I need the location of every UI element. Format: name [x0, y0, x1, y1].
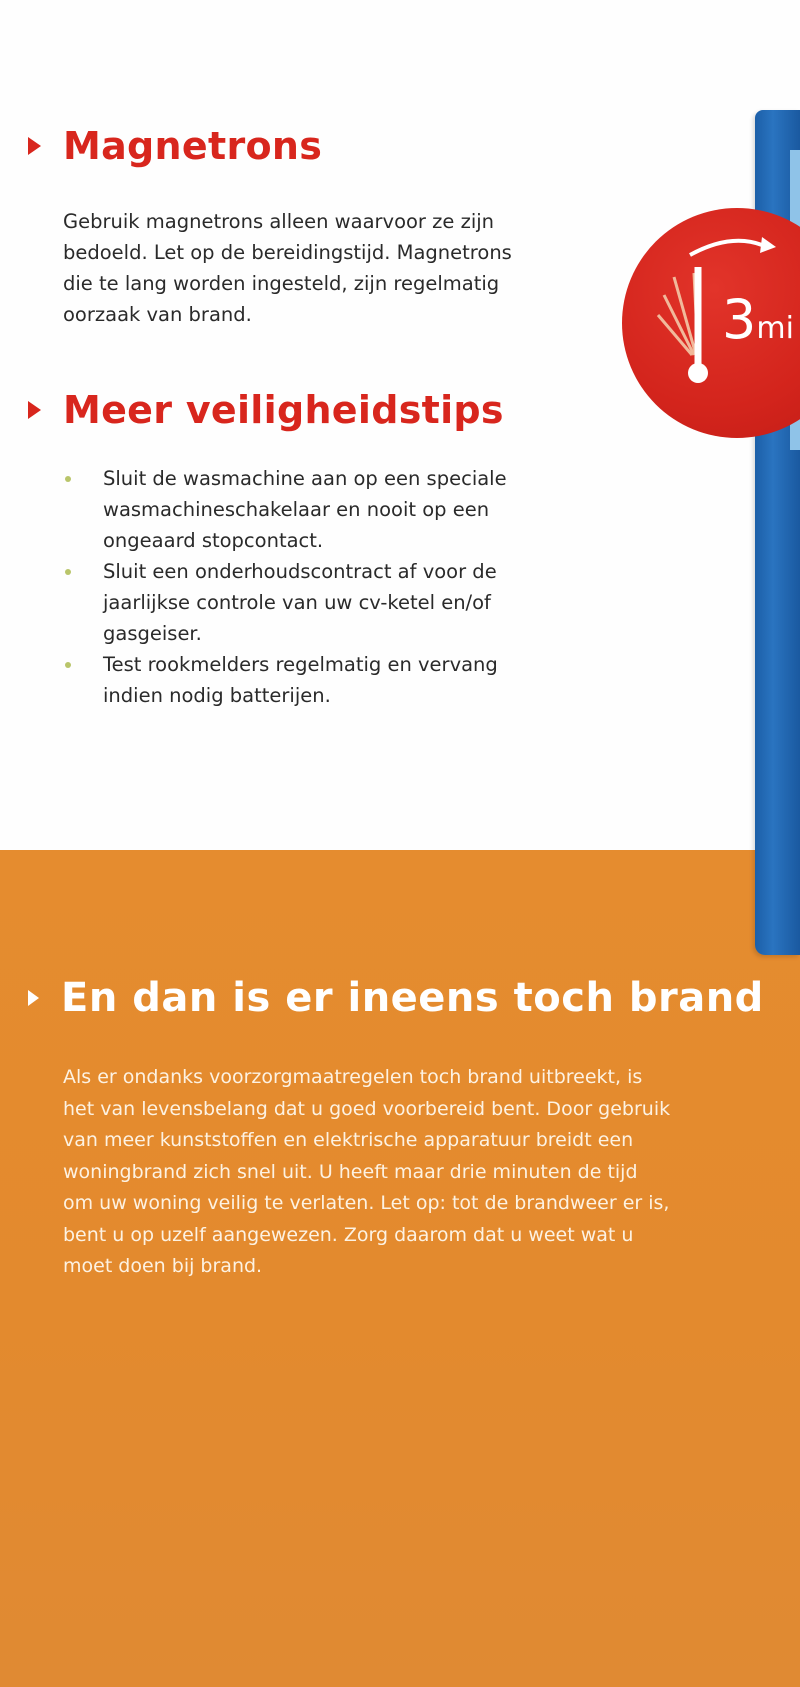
- fire-heading-text: En dan is er ineens toch brand: [61, 975, 764, 1021]
- timer-number: 3: [722, 288, 757, 351]
- triangle-arrow-icon: [28, 990, 39, 1006]
- text-line: wasmachineschakelaar en nooit op een: [103, 498, 490, 521]
- text-line: oorzaak van brand.: [63, 303, 252, 326]
- text-line: moet doen bij brand.: [63, 1255, 263, 1277]
- text-line: om uw woning veilig te verlaten. Let op: tot de brandweer er is,: [63, 1192, 670, 1214]
- microwave-heading: [28, 124, 322, 168]
- triangle-arrow-icon: [28, 401, 41, 419]
- timer-label: [722, 290, 794, 359]
- text-line: jaarlijkse controle van uw cv-ketel en/of: [103, 591, 491, 614]
- timer-unit: mi: [756, 311, 794, 346]
- text-line: ongeaard stopcontact.: [103, 529, 324, 552]
- text-line: Sluit de wasmachine aan op een speciale: [103, 467, 507, 490]
- bullet-dot-icon: [65, 476, 71, 482]
- microwave-paragraph: [63, 206, 512, 330]
- text-line: die te lang worden ingesteld, zijn regelmatig: [63, 272, 500, 295]
- triangle-arrow-icon: [28, 137, 41, 155]
- list-item: [63, 649, 583, 711]
- text-line: woningbrand zich snel uit. U heeft maar drie minuten de tijd: [63, 1160, 638, 1183]
- text-line: het van levensbelang dat u goed voorbereid bent. Door gebruik: [63, 1097, 671, 1120]
- text-line: Gebruik magnetrons alleen waarvoor ze zijn: [63, 210, 495, 233]
- fire-paragraph: [63, 1062, 670, 1283]
- text-line: Test rookmelders regelmatig en vervang: [103, 653, 498, 676]
- text-line: bedoeld. Let op de bereidingstijd. Magnetrons: [63, 241, 512, 264]
- text-line: bent u op uzelf aangewezen. Zorg daarom dat u weet wat u: [63, 1223, 634, 1246]
- text-line: Sluit een onderhoudscontract af voor de: [103, 560, 497, 583]
- microwave-heading-text: Magnetrons: [63, 124, 323, 168]
- text-line: Als er ondanks voorzorgmaatregelen toch brand uitbreekt, is: [63, 1066, 643, 1088]
- safety-tips-heading: [28, 388, 504, 432]
- fire-heading: [28, 975, 764, 1021]
- list-item: [63, 556, 583, 649]
- safety-tips-list: [63, 463, 583, 711]
- text-line: van meer kunststoffen en elektrische apparatuur breidt een: [63, 1129, 634, 1151]
- text-line: gasgeiser.: [103, 622, 202, 645]
- bullet-dot-icon: [65, 569, 71, 575]
- bullet-dot-icon: [65, 662, 71, 668]
- list-item: [63, 463, 583, 556]
- text-line: indien nodig batterijen.: [103, 684, 331, 707]
- safety-tips-heading-text: Meer veiligheidstips: [63, 388, 504, 432]
